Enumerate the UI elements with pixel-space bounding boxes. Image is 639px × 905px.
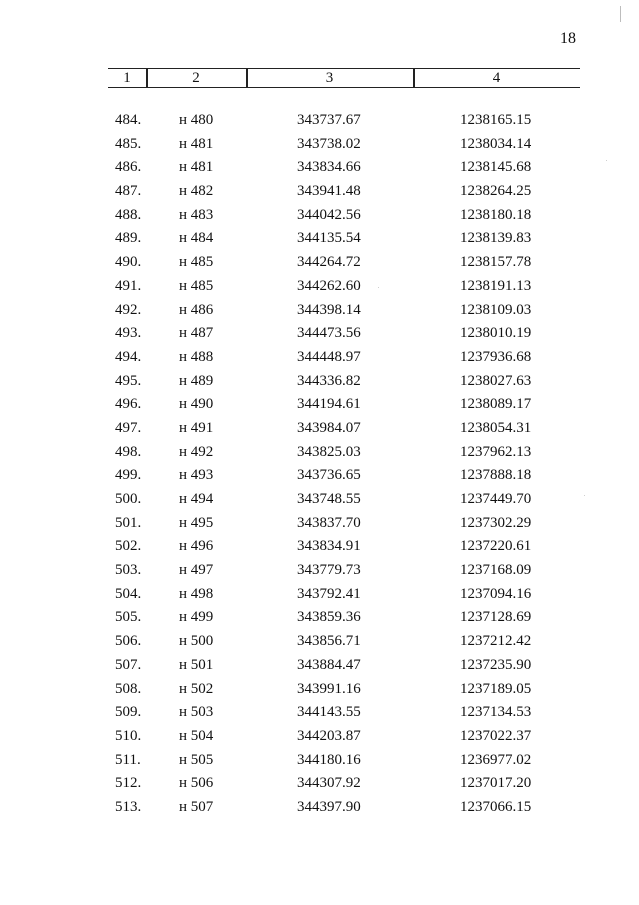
coordinate-y: 1238109.03 bbox=[460, 301, 532, 318]
point-label: н 485 bbox=[179, 254, 214, 271]
scan-speck bbox=[606, 160, 607, 161]
point-label: н 486 bbox=[179, 301, 214, 318]
row-number: 504. bbox=[115, 585, 142, 602]
row-number: 503. bbox=[115, 562, 142, 579]
row-number: 484. bbox=[115, 112, 142, 128]
coordinate-y: 1238089.17 bbox=[460, 396, 532, 413]
point-label: н 488 bbox=[179, 348, 214, 365]
point-label: н 493 bbox=[179, 467, 214, 484]
coordinate-x: 343856.71 bbox=[297, 633, 361, 650]
table-row bbox=[0, 205, 639, 229]
coordinate-y: 1237017.20 bbox=[460, 775, 532, 792]
table-row bbox=[0, 134, 639, 158]
table-row bbox=[0, 750, 639, 774]
page-edge-mark bbox=[620, 6, 621, 22]
point-label: н 489 bbox=[179, 372, 214, 389]
table-row bbox=[0, 371, 639, 395]
coordinate-x: 343737.67 bbox=[297, 112, 361, 128]
table-row bbox=[0, 513, 639, 537]
coordinate-y: 1238157.78 bbox=[460, 254, 532, 271]
coordinate-x: 343834.66 bbox=[297, 159, 361, 176]
row-number: 508. bbox=[115, 680, 142, 697]
coordinate-x: 343991.16 bbox=[297, 680, 361, 697]
row-number: 487. bbox=[115, 183, 142, 200]
coordinate-y: 1237022.37 bbox=[460, 727, 532, 744]
coordinate-y: 1238165.15 bbox=[460, 112, 532, 128]
coordinate-y: 1237212.42 bbox=[460, 633, 532, 650]
coordinate-y: 1237449.70 bbox=[460, 491, 532, 507]
scan-speck bbox=[584, 495, 585, 496]
table-row bbox=[0, 300, 639, 324]
table-row bbox=[0, 181, 639, 205]
page-number: 18 bbox=[560, 30, 576, 47]
coordinate-x: 344473.56 bbox=[297, 325, 361, 342]
point-label: н 502 bbox=[179, 680, 214, 697]
table-row bbox=[0, 773, 639, 797]
table-row bbox=[0, 252, 639, 276]
coordinate-y: 1237220.61 bbox=[460, 538, 532, 555]
coordinate-x: 343941.48 bbox=[297, 183, 361, 200]
point-label: н 505 bbox=[179, 751, 214, 768]
table-row bbox=[0, 797, 639, 821]
table-row bbox=[0, 347, 639, 371]
row-number: 485. bbox=[115, 135, 142, 152]
row-number: 505. bbox=[115, 609, 142, 626]
table-row bbox=[0, 702, 639, 726]
coordinate-x: 343837.70 bbox=[297, 514, 361, 531]
row-number: 500. bbox=[115, 491, 142, 507]
coordinate-x: 343738.02 bbox=[297, 135, 361, 152]
table-row bbox=[0, 655, 639, 679]
point-label: н 503 bbox=[179, 704, 214, 721]
table-row bbox=[0, 442, 639, 466]
coordinate-y: 1237888.18 bbox=[460, 467, 532, 484]
table-row bbox=[0, 418, 639, 442]
coordinate-y: 1238145.68 bbox=[460, 159, 532, 176]
table-row bbox=[0, 323, 639, 347]
table-row bbox=[0, 560, 639, 584]
coordinate-y: 1238180.18 bbox=[460, 206, 532, 223]
point-label: н 497 bbox=[179, 562, 214, 579]
row-number: 506. bbox=[115, 633, 142, 650]
point-label: н 482 bbox=[179, 183, 214, 200]
table-row bbox=[0, 394, 639, 418]
table-row bbox=[0, 110, 639, 134]
column-header-2: 2 bbox=[192, 70, 200, 86]
coordinate-y: 1237235.90 bbox=[460, 656, 532, 673]
coordinate-x: 344448.97 bbox=[297, 348, 361, 365]
table-row bbox=[0, 157, 639, 181]
coordinate-y: 1238139.83 bbox=[460, 230, 532, 247]
coordinate-x: 344398.14 bbox=[297, 301, 361, 318]
row-number: 493. bbox=[115, 325, 142, 342]
table-header bbox=[108, 68, 580, 88]
point-label: н 506 bbox=[179, 775, 214, 792]
scan-speck bbox=[378, 287, 379, 288]
column-header-3: 3 bbox=[325, 70, 334, 86]
row-number: 496. bbox=[115, 396, 142, 413]
table-row bbox=[0, 726, 639, 750]
coordinate-x: 343834.91 bbox=[297, 538, 361, 555]
table-row bbox=[0, 607, 639, 631]
point-label: н 484 bbox=[179, 230, 214, 247]
coordinate-x: 344042.56 bbox=[297, 206, 361, 223]
row-number: 495. bbox=[115, 372, 142, 389]
point-label: н 490 bbox=[179, 396, 214, 413]
column-header-4: 4 bbox=[492, 70, 501, 86]
table-row bbox=[0, 276, 639, 300]
row-number: 507. bbox=[115, 656, 142, 673]
coordinate-y: 1238264.25 bbox=[460, 183, 532, 200]
coordinate-y: 1238027.63 bbox=[460, 372, 532, 389]
coordinate-y: 1238191.13 bbox=[460, 277, 532, 294]
coordinate-y: 1237302.29 bbox=[460, 514, 532, 531]
point-label: н 481 bbox=[179, 135, 214, 152]
table-row bbox=[0, 228, 639, 252]
coordinate-y: 1237094.16 bbox=[460, 585, 532, 602]
coordinate-x: 343792.41 bbox=[297, 585, 361, 602]
point-label: н 491 bbox=[179, 419, 214, 436]
point-label: н 492 bbox=[179, 443, 214, 460]
coordinate-x: 343984.07 bbox=[297, 419, 361, 436]
row-number: 490. bbox=[115, 254, 142, 271]
point-label: н 504 bbox=[179, 727, 214, 744]
coordinate-x: 343748.55 bbox=[297, 491, 361, 507]
coordinate-x: 344203.87 bbox=[297, 727, 361, 744]
coordinate-x: 343825.03 bbox=[297, 443, 361, 460]
table-row bbox=[0, 536, 639, 560]
coordinate-x: 344180.16 bbox=[297, 751, 361, 768]
table-row bbox=[0, 489, 639, 513]
row-number: 513. bbox=[115, 798, 142, 815]
coordinate-x: 344307.92 bbox=[297, 775, 361, 792]
coordinate-x: 343779.73 bbox=[297, 562, 361, 579]
coordinate-y: 1237066.15 bbox=[460, 798, 532, 815]
table-row bbox=[0, 465, 639, 489]
row-number: 492. bbox=[115, 301, 142, 318]
coordinate-y: 1238034.14 bbox=[460, 135, 532, 152]
point-label: н 495 bbox=[179, 514, 214, 531]
coordinate-x: 344194.61 bbox=[297, 396, 361, 413]
point-label: н 500 bbox=[179, 633, 214, 650]
coordinate-x: 344143.55 bbox=[297, 704, 361, 721]
row-number: 511. bbox=[115, 751, 141, 768]
row-number: 494. bbox=[115, 348, 142, 365]
row-number: 497. bbox=[115, 419, 142, 436]
point-label: н 494 bbox=[179, 491, 214, 507]
coordinate-y: 1238010.19 bbox=[460, 325, 532, 342]
table-row bbox=[0, 584, 639, 608]
row-number: 512. bbox=[115, 775, 142, 792]
table-row bbox=[0, 679, 639, 703]
row-number: 486. bbox=[115, 159, 142, 176]
row-number: 489. bbox=[115, 230, 142, 247]
point-label: н 496 bbox=[179, 538, 214, 555]
coordinate-y: 1237168.09 bbox=[460, 562, 532, 579]
coordinate-y: 1237962.13 bbox=[460, 443, 532, 460]
point-label: н 483 bbox=[179, 206, 214, 223]
row-number: 498. bbox=[115, 443, 142, 460]
point-label: н 507 bbox=[179, 798, 214, 815]
row-number: 501. bbox=[115, 514, 142, 531]
row-number: 502. bbox=[115, 538, 142, 555]
row-number: 509. bbox=[115, 704, 142, 721]
coordinate-y: 1237189.05 bbox=[460, 680, 532, 697]
point-label: н 501 bbox=[179, 656, 214, 673]
row-number: 510. bbox=[115, 727, 142, 744]
point-label: н 485 bbox=[179, 277, 214, 294]
coordinate-x: 343884.47 bbox=[297, 656, 361, 673]
coordinate-y: 1237134.53 bbox=[460, 704, 532, 721]
coordinate-x: 344264.72 bbox=[297, 254, 361, 271]
table-row bbox=[0, 631, 639, 655]
coordinate-y: 1238054.31 bbox=[460, 419, 532, 436]
point-label: н 481 bbox=[179, 159, 214, 176]
coordinate-x: 344262.60 bbox=[297, 277, 361, 294]
coordinate-x: 343859.36 bbox=[297, 609, 361, 626]
coordinate-y: 1237128.69 bbox=[460, 609, 532, 626]
coordinate-x: 344336.82 bbox=[297, 372, 361, 389]
row-number: 488. bbox=[115, 206, 142, 223]
coordinate-x: 343736.65 bbox=[297, 467, 361, 484]
row-number: 491. bbox=[115, 277, 142, 294]
row-number: 499. bbox=[115, 467, 142, 484]
coordinate-x: 344397.90 bbox=[297, 798, 361, 815]
coordinate-y: 1237936.68 bbox=[460, 348, 532, 365]
column-header-1: 1 bbox=[123, 70, 131, 86]
coordinate-x: 344135.54 bbox=[297, 230, 361, 247]
point-label: н 480 bbox=[179, 112, 214, 128]
point-label: н 499 bbox=[179, 609, 214, 626]
coordinates-table-body bbox=[0, 110, 639, 821]
point-label: н 498 bbox=[179, 585, 214, 602]
point-label: н 487 bbox=[179, 325, 214, 342]
coordinate-y: 1236977.02 bbox=[460, 751, 532, 768]
